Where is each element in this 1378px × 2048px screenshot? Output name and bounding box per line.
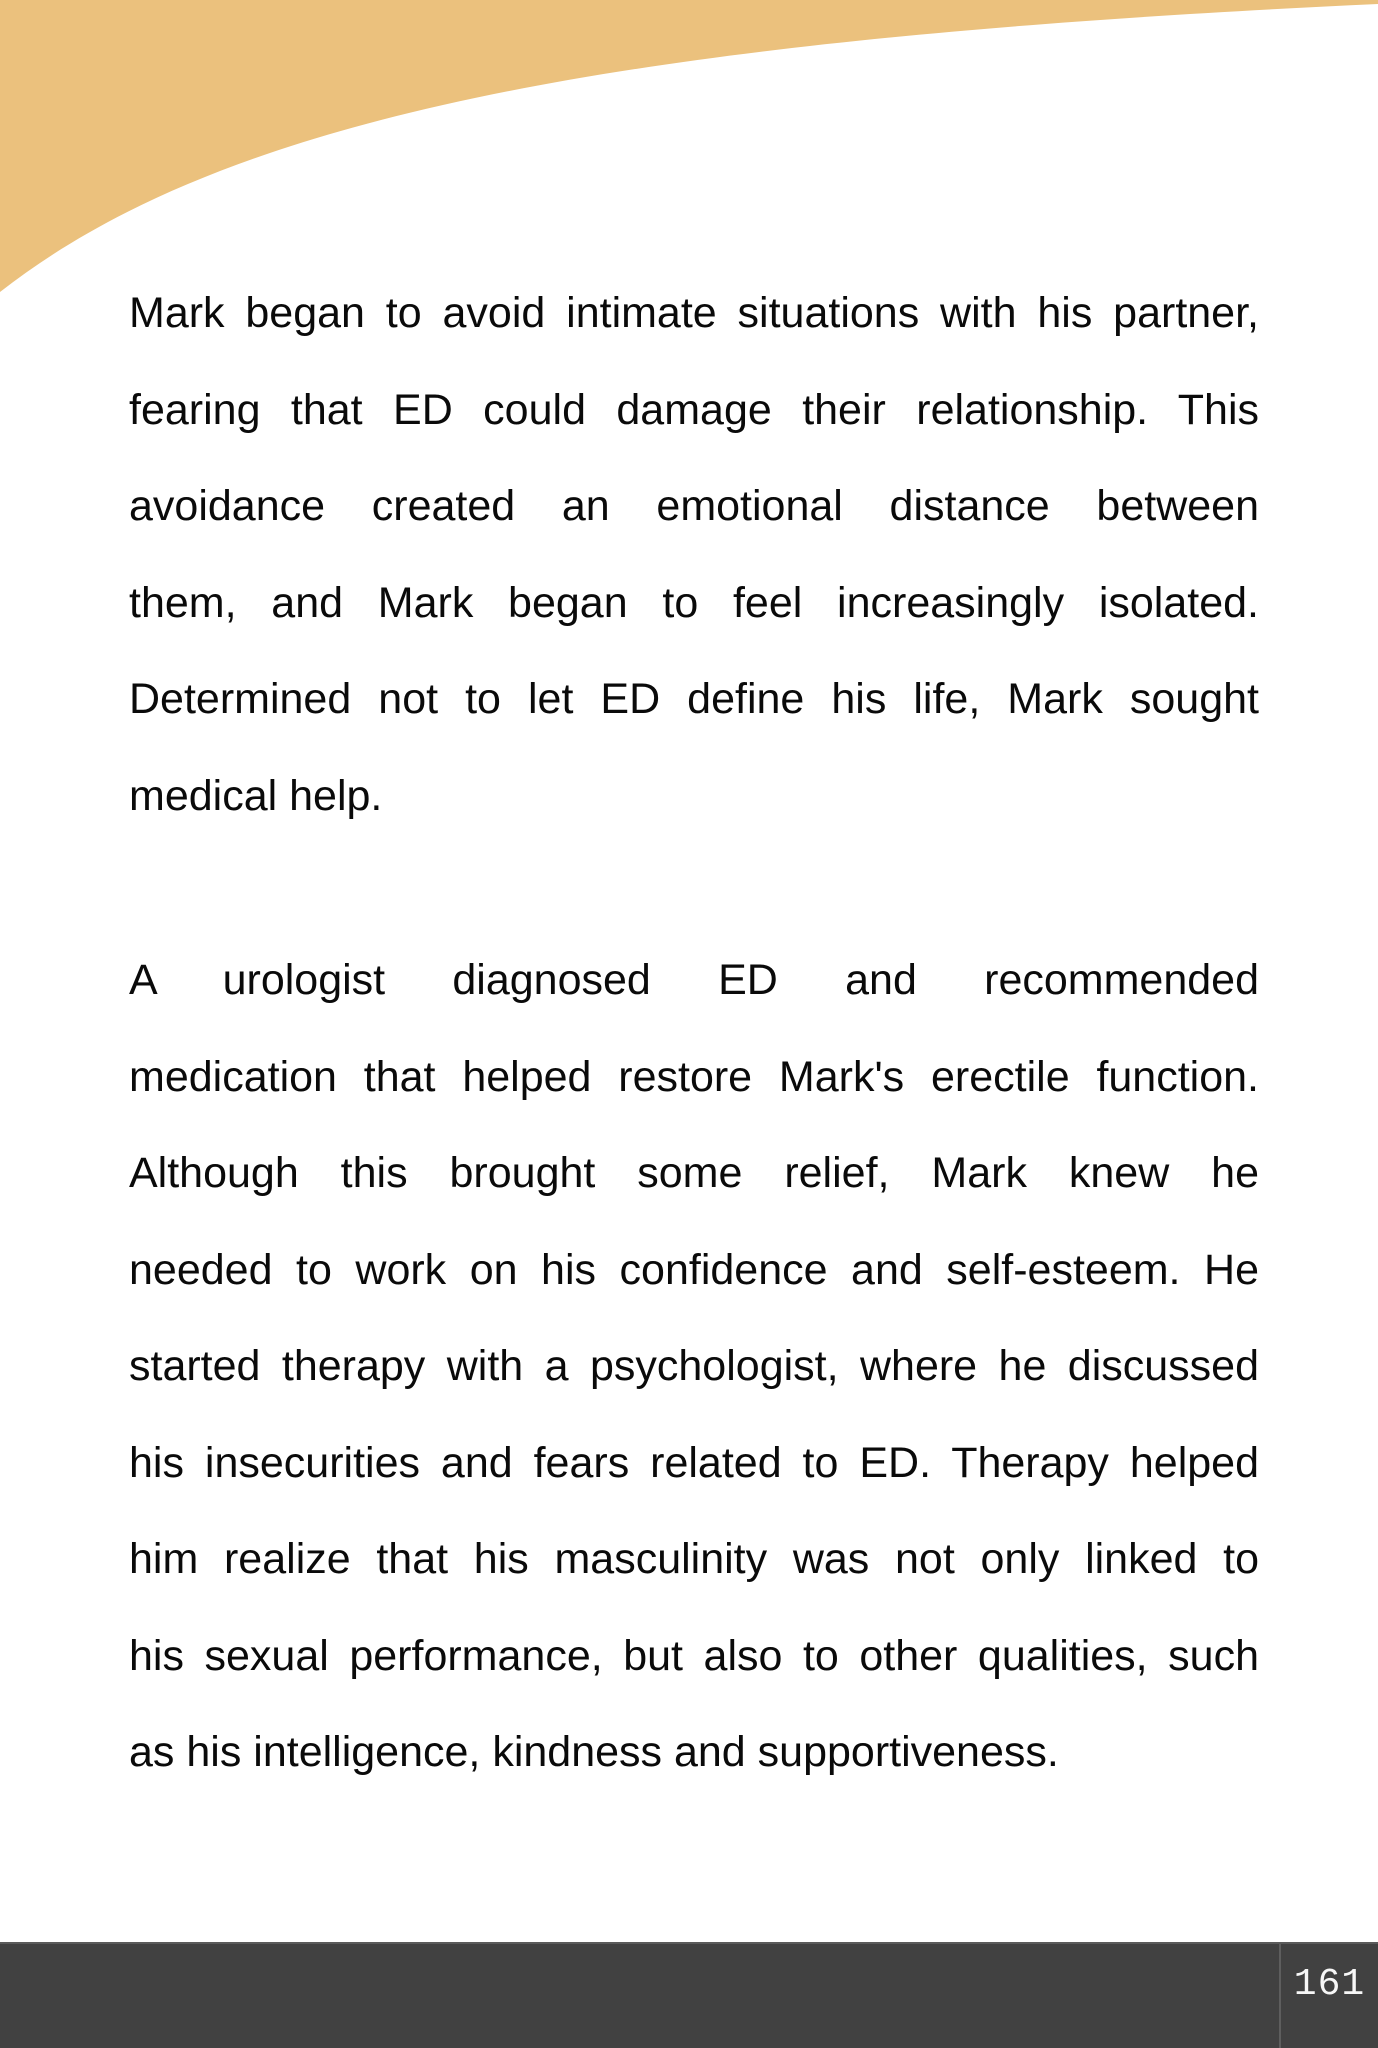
text-line: fearing that ED could damage their relationship. This xyxy=(129,385,1259,434)
text-line: as his intelligence, kindness and supportiveness. xyxy=(129,1728,1059,1776)
text-line: Mark began to avoid intimate situations with his partner, xyxy=(129,289,1259,337)
text-line: needed to work on his confidence and self-esteem. He xyxy=(129,1245,1259,1294)
text-line: A urologist diagnosed ED and recommended xyxy=(129,956,1259,1004)
decorative-swoosh-shape xyxy=(0,0,1378,295)
paragraph xyxy=(129,265,1259,844)
page-text xyxy=(129,265,1259,1801)
text-line: his sexual performance, but also to other qualities, such xyxy=(129,1631,1259,1680)
page-number-cell xyxy=(1281,1944,1378,2048)
text-line: Although this brought some relief, Mark knew he xyxy=(129,1149,1259,1197)
text-line: medical help. xyxy=(129,771,383,820)
text-line: his insecurities and fears related to ED. Therapy helped xyxy=(129,1438,1259,1487)
paragraph xyxy=(129,932,1259,1801)
footer-bar xyxy=(0,1942,1378,2048)
text-line: avoidance created an emotional distance between xyxy=(129,482,1259,530)
text-line: medication that helped restore Mark's erectile function. xyxy=(129,1052,1259,1101)
text-line: started therapy with a psychologist, where he discussed xyxy=(129,1342,1259,1390)
text-line: them, and Mark began to feel increasingly isolated. xyxy=(129,578,1259,627)
text-line: him realize that his masculinity was not only linked to xyxy=(129,1535,1259,1583)
text-line: Determined not to let ED define his life, Mark sought xyxy=(129,675,1259,723)
page-number: 161 xyxy=(1293,1962,1366,2006)
